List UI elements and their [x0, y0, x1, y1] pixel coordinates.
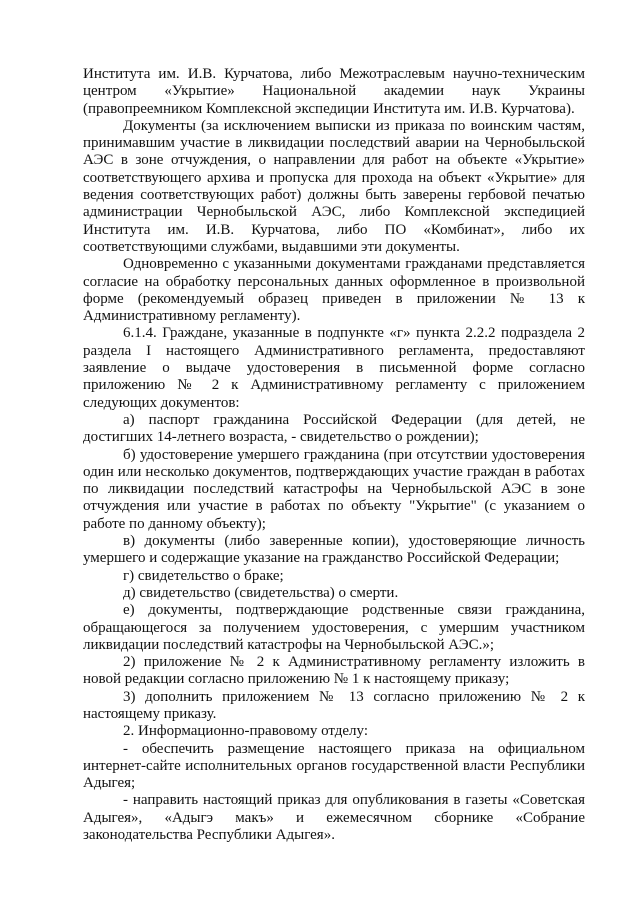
paragraph-personal-data-consent: Одновременно с указанными документами гражданами представляется согласие на обработку персональных данных оформленное в произвольной форме (рекомендуемый образец приведен в приложении № 13 к Административному регламенту).	[83, 256, 585, 325]
instruction-publish-newspapers: - направить настоящий приказ для опубликования в газеты «Советская Адыгея», «Адыгэ макъ» и ежемесячном сборнике «Собрание законодательства Республики Адыгея».	[83, 792, 585, 844]
item-2-appendix-2: 2) приложение № 2 к Административному регламенту изложить в новой редакции согласно приложению № 1 к настоящему приказу;	[83, 654, 585, 688]
item-legal-department-heading: 2. Информационно-правовому отделу:	[123, 723, 369, 740]
list-item-v-identity-documents: в) документы (либо заверенные копии), удостоверяющие личность умершего и содержащие указание на гражданство Российской Федерации;	[83, 533, 585, 567]
document-page	[83, 66, 585, 844]
paragraph-documents-certification: Документы (за исключением выписки из приказа по воинским частям, принимавшим участие в ликвидации последствий аварии на Чернобыльской АЭС в зоне отчуждения, о направлении для работ на объекте «Укрытие» соответствующего архива и пропуска для прохода на объект «Укрытие» для ведения соответствующих работ) должны быть заверены гербовой печатью администрации Чернобыльской АЭС, либо Комплексной экспедицией Института им. И.В. Курчатова, либо ПО «Комбинат», либо их соответствующими службами, выдавшими эти документы.	[83, 117, 585, 255]
paragraph-institute-continuation: Института им. И.В. Курчатова, либо Межотраслевым научно-техническим центром «Укрытие» Национальной академии наук Украины (правопреемником Комплексной экспедиции Института им. И.В. Курчатова).	[83, 66, 585, 117]
instruction-publish-online: - обеспечить размещение настоящего приказа на официальном интернет-сайте исполнительных органов государственной власти Республики Адыгея;	[83, 740, 585, 792]
list-item-g-marriage-certificate: г) свидетельство о браке;	[123, 567, 284, 584]
item-3-appendix-13: 3) дополнить приложением № 13 согласно приложению № 2 к настоящему приказу.	[83, 688, 585, 722]
list-item-a-passport: а) паспорт гражданина Российской Федерации (для детей, не достигших 14-летнего возраста, - свидетельство о рождении);	[83, 411, 585, 446]
list-item-e-kinship-documents: е) документы, подтверждающие родственные связи гражданина, обращающегося за получением удостоверения, с умершим участником ликвидации последствий катастрофы на Чернобыльской АЭС.»;	[83, 602, 585, 653]
paragraph-section-6-1-4: 6.1.4. Граждане, указанные в подпункте «г» пункта 2.2.2 подраздела 2 раздела I настоящего Административного регламента, предоставляют заявление о выдаче удостоверения в письменной форме согласно приложению № 2 к Административному регламенту с приложением следующих документов:	[83, 325, 585, 411]
list-item-b-certificate: б) удостоверение умершего гражданина (при отсутствии удостоверения один или несколько документов, подтверждающих участие граждан в работах по ликвидации последствий катастрофы на Чернобыльской АЭС в зоне отчуждения или участие в работах по объекту "Укрытие" (с указанием о работе по данному объекту);	[83, 446, 585, 532]
list-item-d-death-certificate: д) свидетельство (свидетельства) о смерти.	[123, 584, 399, 601]
